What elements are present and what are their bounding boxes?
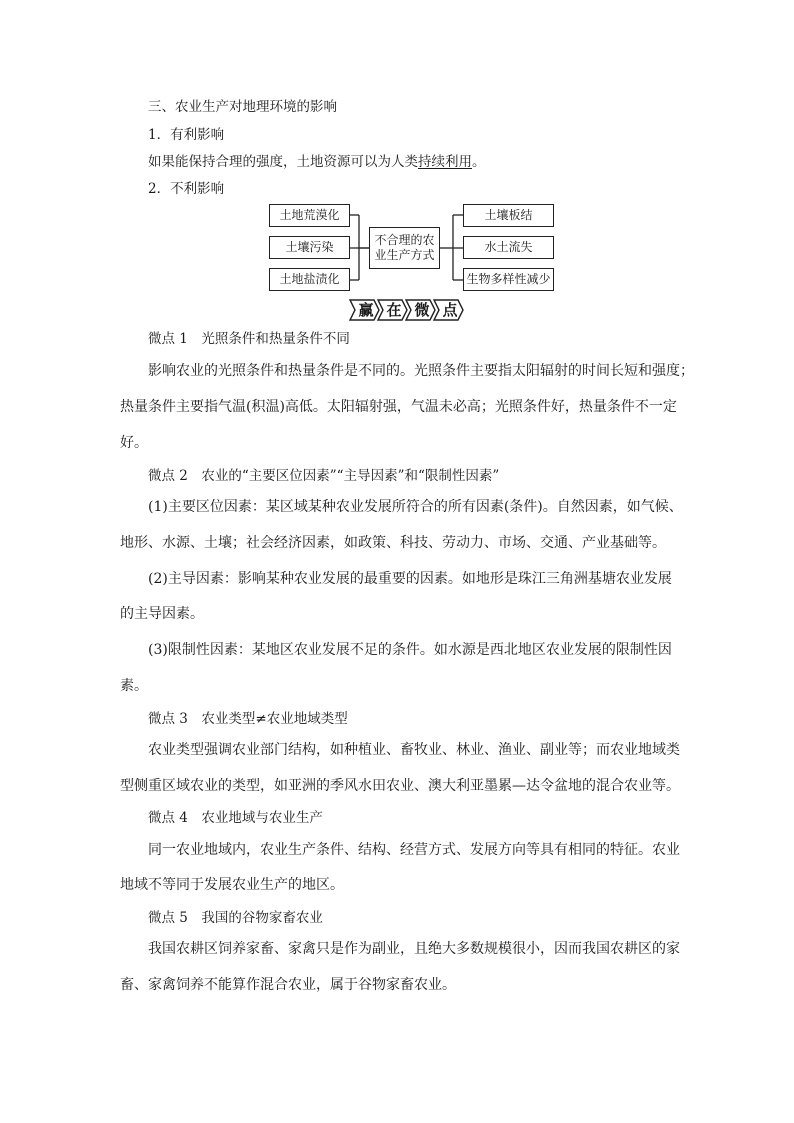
point-5-line-2: 畜、家禽饲养不能算作混合农业，属于谷物家畜农业。 bbox=[120, 977, 456, 993]
point-1-line-2: 热量条件主要指气温(积温)高低。太阳辐射强，气温未必高；光照条件好，热量条件不一定 bbox=[120, 399, 677, 415]
favorable-text-after: 。 bbox=[472, 154, 486, 170]
point-2-line-1: (1)主要区位因素：某区域某种农业发展所符合的所有因素(条件)。自然因素，如气候、 bbox=[148, 499, 683, 515]
point-2-line-2: 地形、水源、土壤；社会经济因素，如政策、科技、劳动力、市场、交通、产业基础等。 bbox=[120, 535, 666, 551]
point-3-line-1: 农业类型强调农业部门结构，如种植业、畜牧业、林业、渔业、副业等；而农业地域类 bbox=[148, 742, 680, 758]
section-heading: 三、农业生产对地理环境的影响 bbox=[148, 99, 337, 115]
center-box-irrational-production bbox=[369, 227, 440, 269]
section-banner bbox=[348, 299, 468, 321]
favorable-text-before: 如果能保持合理的强度，土地资源可以为人类 bbox=[148, 154, 418, 170]
point-4-line-2: 地域不等同于发展农业生产的地区。 bbox=[120, 877, 344, 893]
point-1-line-3: 好。 bbox=[120, 435, 148, 451]
point-1-title: 微点 1 光照条件和热量条件不同 bbox=[148, 331, 350, 347]
right-box-soil-erosion: 水土流失 bbox=[463, 236, 554, 259]
center-box-line2: 业生产方式 bbox=[374, 248, 435, 262]
point-2-line-3: (2)主导因素：影响某种农业发展的最重要的因素。如地形是珠江三角洲基塘农业发展 bbox=[148, 571, 672, 587]
left-box-desertification: 土地荒漠化 bbox=[269, 204, 350, 227]
left-box-salinization: 土地盐渍化 bbox=[269, 268, 350, 291]
sub-heading-favorable: 1．有利影响 bbox=[148, 127, 225, 143]
point-5-line-1: 我国农耕区饲养家畜、家禽只是作为副业，且绝大多数规模很小，因而我国农耕区的家 bbox=[148, 941, 680, 957]
point-5-title: 微点 5 我国的谷物家畜农业 bbox=[148, 910, 323, 926]
right-box-soil-compaction: 土壤板结 bbox=[463, 204, 554, 227]
point-2-title: 微点 2 农业的“主要区位因素”“主导因素”和“限制性因素” bbox=[148, 468, 500, 484]
banner-char-4: 点 bbox=[442, 301, 458, 319]
right-box-biodiversity-loss: 生物多样性减少 bbox=[463, 268, 554, 291]
point-2-line-5: (3)限制性因素：某地区农业发展不足的条件。如水源是西北地区农业发展的限制性因 bbox=[148, 642, 672, 658]
point-4-line-1: 同一农业地域内，农业生产条件、结构、经营方式、发展方向等具有相同的特征。农业 bbox=[148, 842, 680, 858]
banner-char-2: 在 bbox=[386, 301, 402, 319]
point-2-line-6: 素。 bbox=[120, 678, 148, 694]
center-box-line1: 不合理的农 bbox=[374, 233, 435, 247]
left-box-soil-pollution: 土壤污染 bbox=[269, 236, 350, 259]
point-1-line-1: 影响农业的光照条件和热量条件是不同的。光照条件主要指太阳辐射的时间长短和强度； bbox=[148, 363, 694, 379]
point-3-title: 微点 3 农业类型≠农业地域类型 bbox=[148, 711, 348, 727]
banner-char-1: 赢 bbox=[358, 301, 374, 319]
favorable-text-underlined: 持续利用 bbox=[418, 154, 472, 170]
point-3-line-2: 型侧重区域农业的类型，如亚洲的季风水田农业、澳大利亚墨累—达令盆地的混合农业等。 bbox=[120, 778, 680, 794]
impact-diagram bbox=[267, 203, 557, 293]
favorable-text bbox=[148, 153, 486, 171]
banner-char-3: 微 bbox=[414, 301, 430, 319]
point-4-title: 微点 4 农业地域与农业生产 bbox=[148, 810, 323, 826]
sub-heading-unfavorable: 2．不利影响 bbox=[148, 181, 225, 197]
point-2-line-4: 的主导因素。 bbox=[120, 606, 204, 622]
